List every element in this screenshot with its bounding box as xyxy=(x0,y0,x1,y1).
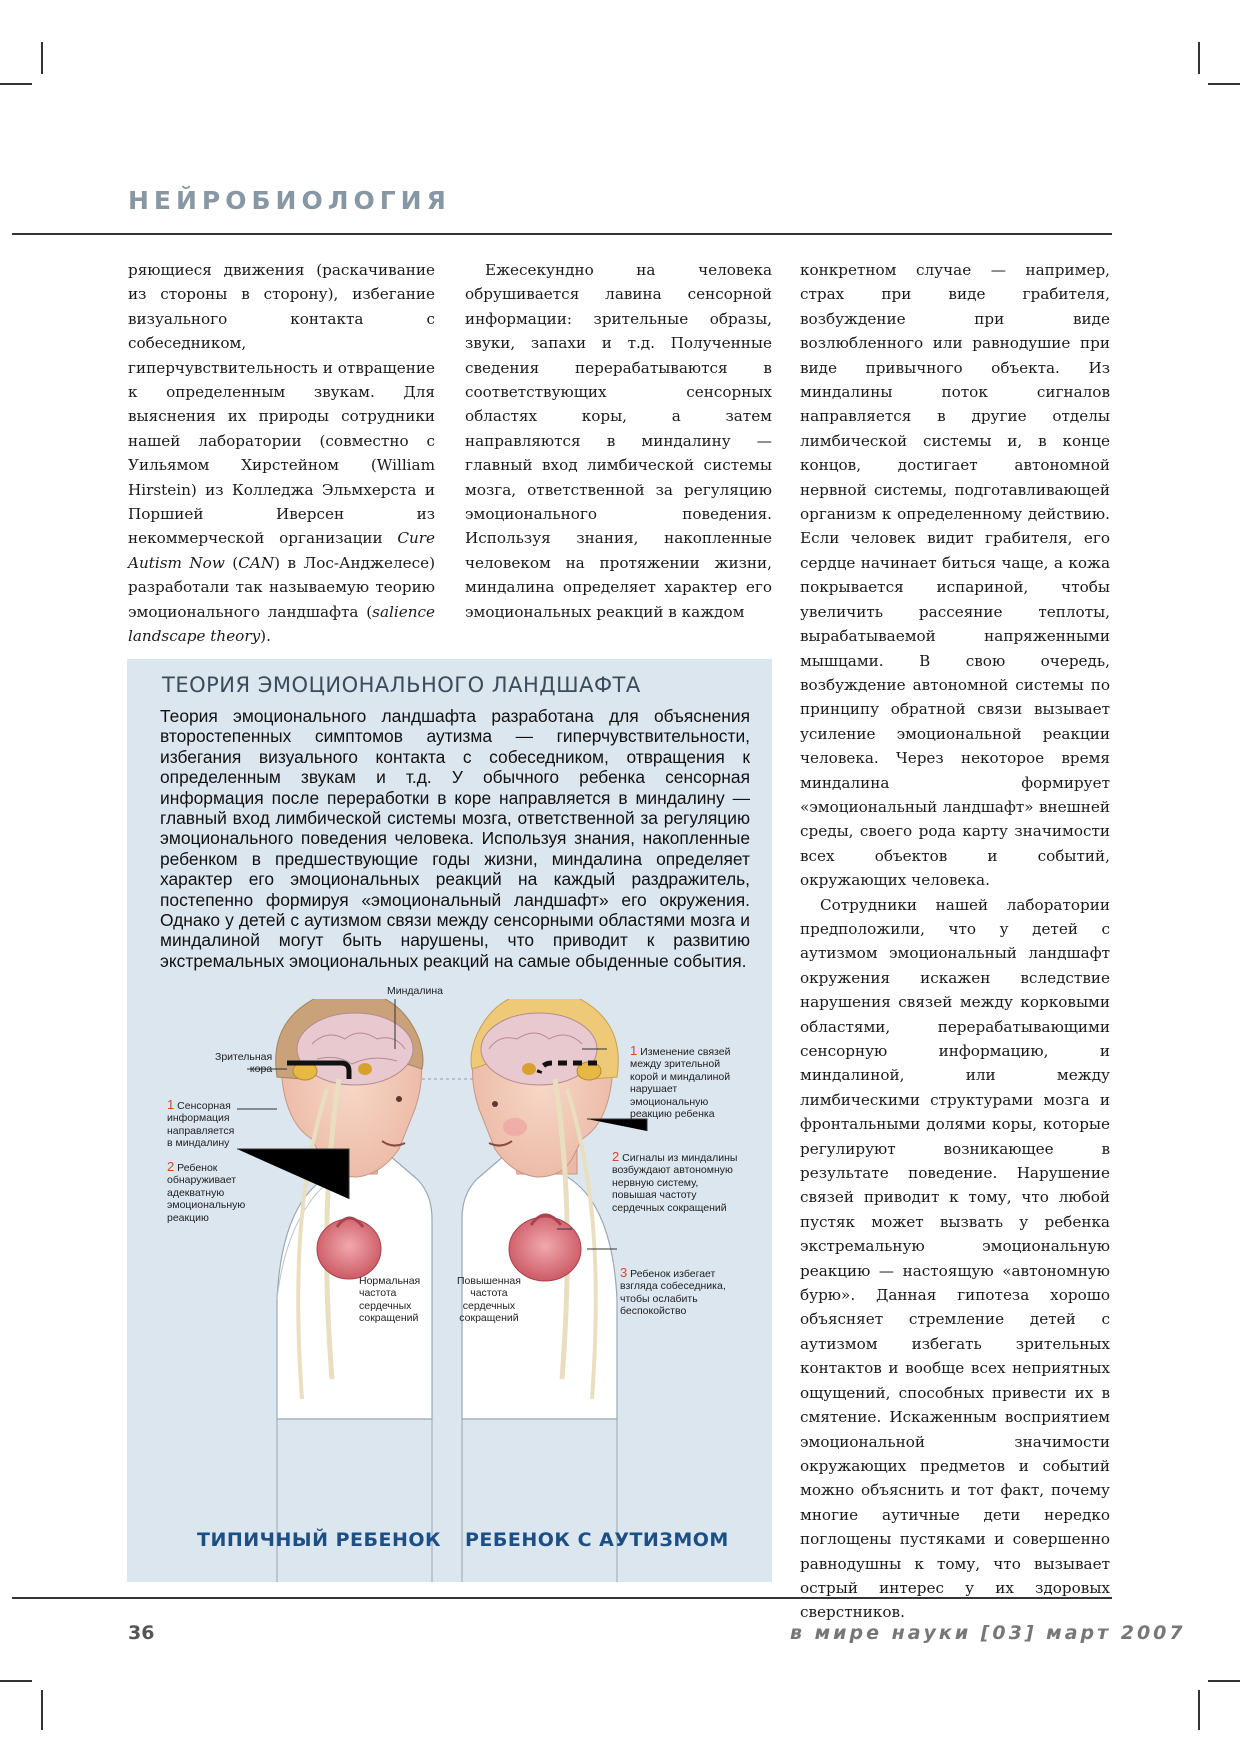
column-2 xyxy=(465,258,772,624)
crop-mark xyxy=(1208,83,1240,85)
crop-mark xyxy=(1198,1690,1200,1730)
sidebar-box xyxy=(127,659,772,1582)
step-number: 3 xyxy=(620,1265,628,1280)
label-right-1 xyxy=(630,1045,730,1120)
col2-paragraph: Ежесекундно на человека обрушивается лавина сенсорной информации: зрительные образы, звуки, запахи и т.д. Полученные сведения перерабатываются в соответствующих сенсорных областях коры, а затем направляются в миндалину — главный вход лимбической системы мозга, ответственной за регуляцию эмоционального поведения. Используя знания, накопленные человеком на протяжении жизни, миндалина определяет характер его эмоциональных реакций в каждом xyxy=(465,261,772,621)
magazine-issue: в мире науки [03] март 2007 xyxy=(790,1622,1186,1644)
label-text: Сигналы из миндалины возбуждают автономную нервную систему, повышая частоту сердечных сокращений xyxy=(612,1152,738,1214)
section-title: НЕЙРОБИОЛОГИЯ xyxy=(128,186,451,215)
step-number: 2 xyxy=(612,1149,620,1164)
label-amygdala: Миндалина xyxy=(387,985,444,997)
col3-paragraph-2: Сотрудники нашей лаборатории предположили, что у детей с аутизмом эмоциональный ландшафт окружения искажен вследствие нарушения связей между корковыми областями, перерабатывающими сенсорную информацию, и миндалиной, или между лимбическими структурами мозга и фронтальными долями коры, которые регулируют возникающее в результате поведение. Нарушение связей приводит к тому, что любой пустяк может вызвать у ребенка экстремальную эмоциональную реакцию — настоящую «автономную бурю». Данная гипотеза хорошо объясняет стремление детей с аутизмом избегать зрительных контактов и вообще всех неприятных ощущений, способных привести их в смятение. Искаженным восприятием эмоциональной значимости окружающих предметов и событий можно объяснить и тот факт, почему многие аутичные дети нередко поглощены пустяками и совершенно равнодушны к тому, что вызывает острый интерес у их здоровых сверстников. xyxy=(800,895,1110,1622)
footer-rule xyxy=(12,1597,1112,1599)
crop-mark xyxy=(0,83,32,85)
label-right-3 xyxy=(620,1267,726,1318)
label-text: Сенсорная информация направляется в миндалину xyxy=(167,1100,235,1150)
crop-mark xyxy=(1198,42,1200,74)
col1-text-a: ряющиеся движения (раскачивание из стороны в сторону), избегание визуального контакта с собеседником, гиперчувствительность и отвращение к определенным звукам. Для выяснения их природы сотрудники нашей лаборатории (совместно с Уильямом Хирстейном (William Hirstein) из Колледжа Эльмхерста и Поршией Иверсен из некоммерческой организации xyxy=(128,261,435,548)
header-rule xyxy=(12,233,1112,235)
label-right-2 xyxy=(612,1151,737,1214)
crop-mark xyxy=(0,1680,32,1682)
step-number: 1 xyxy=(167,1097,175,1112)
caption-typical-child: ТИПИЧНЫЙ РЕБЕНОК xyxy=(197,1529,442,1551)
crop-mark xyxy=(1208,1680,1240,1682)
caption-autistic-child: РЕБЕНОК С АУТИЗМОМ xyxy=(465,1529,729,1551)
crop-mark xyxy=(41,42,43,74)
label-elevated-hr: Повышенная частота сердечных сокращений xyxy=(457,1275,521,1325)
label-text: Изменение связей между зрительной корой и миндалиной нарушает эмоциональную реакцию ребенка xyxy=(630,1046,731,1121)
label-text: Ребенок избегает взгляда собеседника, чтобы ослабить беспокойство xyxy=(620,1268,726,1318)
page-number: 36 xyxy=(128,1622,155,1644)
label-left-1 xyxy=(167,1099,234,1150)
label-text: Ребенок обнаруживает адекватную эмоциональную реакцию xyxy=(167,1162,246,1224)
column-1 xyxy=(128,258,435,649)
col1-org: Cure Autism Now xyxy=(128,529,435,572)
box-title: ТЕОРИЯ ЭМОЦИОНАЛЬНОГО ЛАНДШАФТА xyxy=(162,673,641,697)
leader-2 xyxy=(237,1149,349,1199)
column-3 xyxy=(800,258,1110,1625)
crop-mark xyxy=(41,1690,43,1730)
step-number: 1 xyxy=(630,1043,638,1058)
col1-abbr: CAN xyxy=(238,553,275,572)
label-normal-hr: Нормальная частота сердечных сокращений xyxy=(359,1275,421,1325)
step-number: 2 xyxy=(167,1159,175,1174)
col1-text-b: ( xyxy=(224,553,239,572)
label-visual-cortex: Зрительная кора xyxy=(215,1051,273,1076)
col1-text-c: ) в Лос-Анджелесе) разработали так называемую теорию эмоционального ландшафта ( xyxy=(128,553,435,621)
illustration xyxy=(127,985,772,1582)
col1-term: salience landscape theory xyxy=(128,602,435,646)
col1-text-d: ). xyxy=(260,627,271,646)
label-left-2 xyxy=(167,1161,245,1224)
col3-paragraph-1: конкретном случае — например, страх при виде грабителя, возбуждение при виде возлюбленного или равнодушие при виде привычного объекта. Из миндалины поток сигналов направляется в другие отделы лимбической системы и, в конце концов, достигает автономной нервной системы, подготавливающей организм к определенному действию. Если человек видит грабителя, его сердце начинает биться чаще, а кожа покрывается испариной, чтобы увеличить рассеяние теплоты, вырабатываемой напряженными мышцами. В свою очередь, возбуждение автономной системы по принципу обратной связи вызывает усиление эмоциональной реакции человека. Через некоторое время миндалина формирует «эмоциональный ландшафт» внешней среды, своего рода карту значимости всех объектов и событий, окружающих человека. xyxy=(800,261,1110,890)
box-text: Теория эмоционального ландшафта разработана для объяснения второстепенных симптомов аутизма — гиперчувствительности, избегания визуального контакта с собеседником, отвращения к определенным звукам и т.д. У обычного ребенка сенсорная информация после переработки в коре направляется в миндалину — главный вход лимбической системы мозга, ответственной за регуляцию эмоционального поведения человека. Используя знания, накопленные ребенком в предшествующие годы жизни, миндалина определяет характер его эмоциональных реакций на каждый раздражитель, постепенно формируя «эмоциональный ландшафт» его окружения. Однако у детей с аутизмом связи между сенсорными областями мозга и миндалиной могут быть нарушены, что приводит к развитию экстремальных эмоциональных реакций на самые обыденные события. xyxy=(160,706,750,971)
